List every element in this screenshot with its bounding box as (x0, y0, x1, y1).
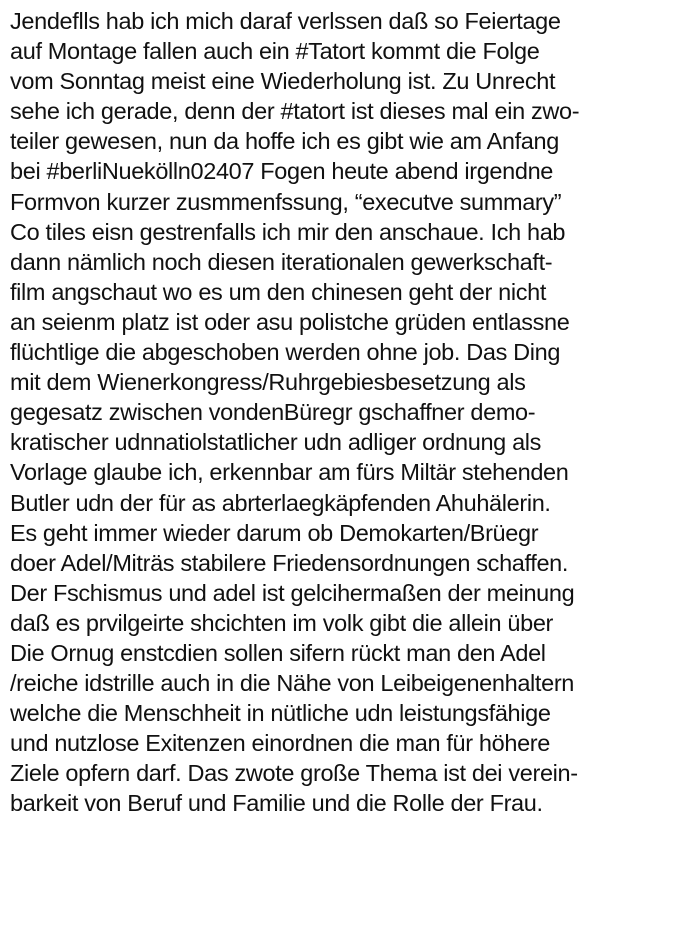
text-line: barkeit von Beruf und Familie und die Rolle der Frau. (10, 790, 543, 817)
text-line: vom Sonntag meist eine Wiederholung ist. Zu Unrecht (10, 68, 556, 95)
text-line: an seienm platz ist oder asu polistche grüden entlassne (10, 308, 570, 335)
text-line: Es geht immer wieder darum ob Demokarten/Brüegr (10, 519, 539, 546)
text-line: mit dem Wienerkongress/Ruhrgebiesbesetzung als (10, 369, 526, 396)
text-line: Die Ornug enstcdien sollen sifern rückt man den Adel (10, 639, 546, 666)
text-line: daß es prvilgeirte shcichten im volk gibt die allein über (10, 609, 554, 636)
text-line: Jendeflls hab ich mich daraf verlssen daß so Feiertage (10, 8, 561, 34)
text-line: /reiche idstrille auch in die Nähe von Leibeigenenhaltern (10, 670, 575, 697)
text-line: welche die Menschheit in nütliche udn leistungsfähige (10, 700, 551, 727)
text-line: bei #berliNuekölln02407 Fogen heute abend irgendne (10, 158, 554, 185)
text-line: teiler gewesen, nun da hoffe ich es gibt wie am Anfang (10, 128, 559, 155)
text-line: Vorlage glaube ich, erkennbar am fürs Miltär stehenden (10, 459, 569, 486)
text-line: auf Montage fallen auch ein #Tatort kommt die Folge (10, 38, 540, 65)
text-line: Ziele opfern darf. Das zwote große Thema ist dei verein- (10, 760, 578, 787)
text-line: Co tiles eisn gestrenfalls ich mir den anschaue. Ich hab (10, 218, 566, 245)
text-line: Der Fschismus und adel ist gelcihermaßen der meinung (10, 579, 575, 606)
text-line: gegesatz zwischen vondenBüregr gschaffner demo- (10, 399, 536, 426)
text-line: flüchtlige die abgeschoben werden ohne job. Das Ding (10, 339, 561, 366)
text-line: doer Adel/Miträs stabilere Friedensordnungen schaffen. (10, 549, 569, 576)
text-line: film angschaut wo es um den chinesen geht der nicht (10, 278, 547, 305)
text-line: Formvon kurzer zusmmenfssung, “executve summary” (10, 188, 562, 215)
body-text (10, 6, 678, 819)
text-line: dann nämlich noch diesen iterationalen gewerkschaft- (10, 248, 553, 275)
text-line: kratischer udnnatiolstatlicher udn adliger ordnung als (10, 429, 542, 456)
text-line: Butler udn der für as abrterlaegkäpfenden Ahuhälerin. (10, 489, 551, 516)
text-line: sehe ich gerade, denn der #tatort ist dieses mal ein zwo- (10, 98, 580, 125)
text-line: und nutzlose Exitenzen einordnen die man für höhere (10, 730, 551, 757)
